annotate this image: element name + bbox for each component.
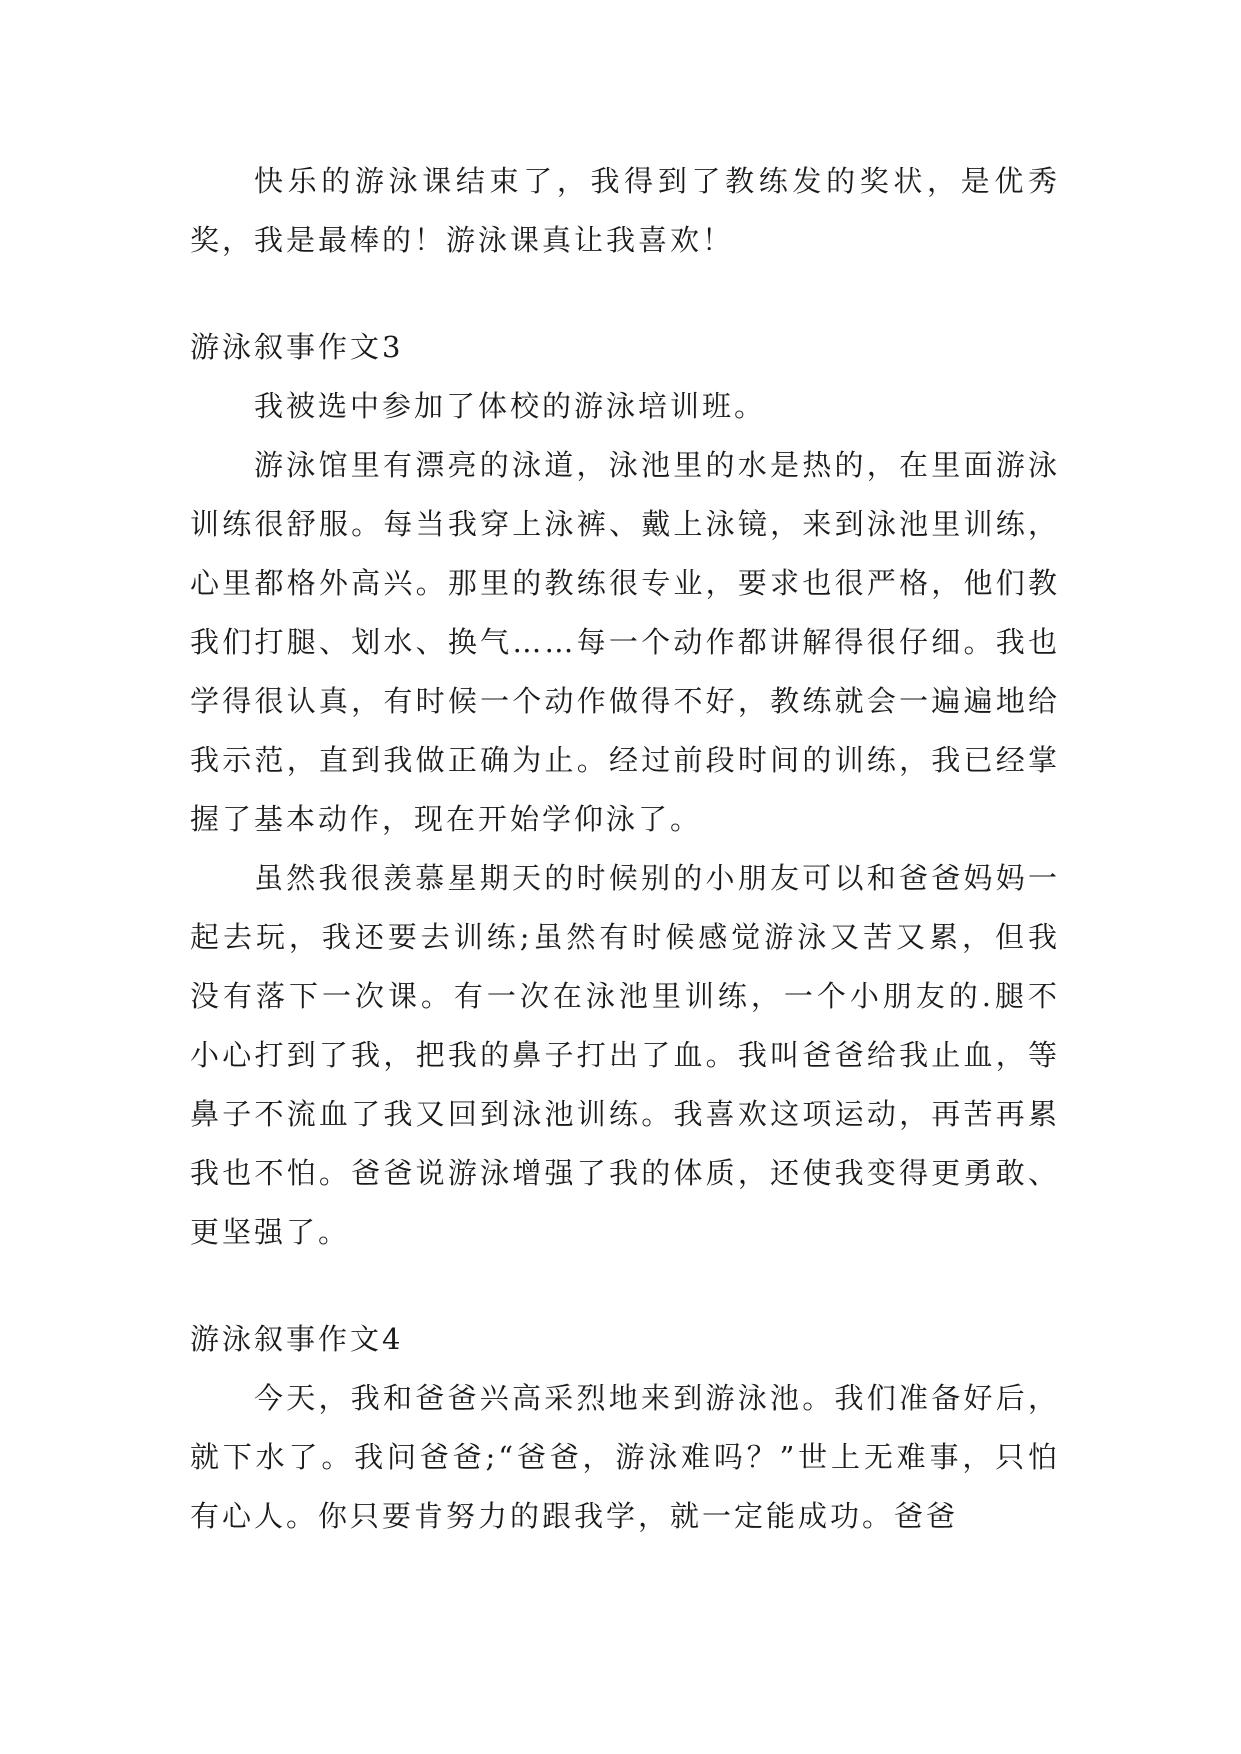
paragraph: 今天，我和爸爸兴高采烈地来到游泳池。我们准备好后，就下水了。我问爸爸;“爸爸，游泳难吗？”世上无难事，只怕有心人。你只要肯努力的跟我学，就一定能成功。爸爸 — [190, 1381, 1060, 1533]
paragraph: 我被选中参加了体校的游泳培训班。 — [254, 389, 767, 423]
section-gap — [190, 1262, 1060, 1310]
document-page — [190, 152, 1060, 1546]
section-heading-3: 游泳叙事作文3 — [190, 330, 404, 364]
paragraph: 游泳馆里有漂亮的泳道，泳池里的水是热的，在里面游泳训练很舒服。每当我穿上泳裤、戴上泳镜，来到泳池里训练，心里都格外高兴。那里的教练很专业，要求也很严格，他们教我们打腿、划水、换气……每一个动作都讲解得很仔细。我也学得很认真，有时候一个动作做得不好，教练就会一遍遍地给我示范，直到我做正确为止。经过前段时间的训练，我已经掌握了基本动作，现在开始学仰泳了。 — [190, 448, 1060, 836]
paragraph: 快乐的游泳课结束了，我得到了教练发的奖状，是优秀奖，我是最棒的！游泳课真让我喜欢！ — [190, 164, 1060, 257]
section-gap — [190, 270, 1060, 318]
paragraph: 虽然我很羡慕星期天的时候别的小朋友可以和爸爸妈妈一起去玩，我还要去训练;虽然有时候感觉游泳又苦又累，但我没有落下一次课。有一次在泳池里训练，一个小朋友的.腿不小心打到了我，把我的鼻子打出了血。我叫爸爸给我止血，等鼻子不流血了我又回到泳池训练。我喜欢这项运动，再苦再累我也不怕。爸爸说游泳增强了我的体质，还使我变得更勇敢、更坚强了。 — [190, 861, 1060, 1249]
section-heading-4: 游泳叙事作文4 — [190, 1322, 404, 1356]
